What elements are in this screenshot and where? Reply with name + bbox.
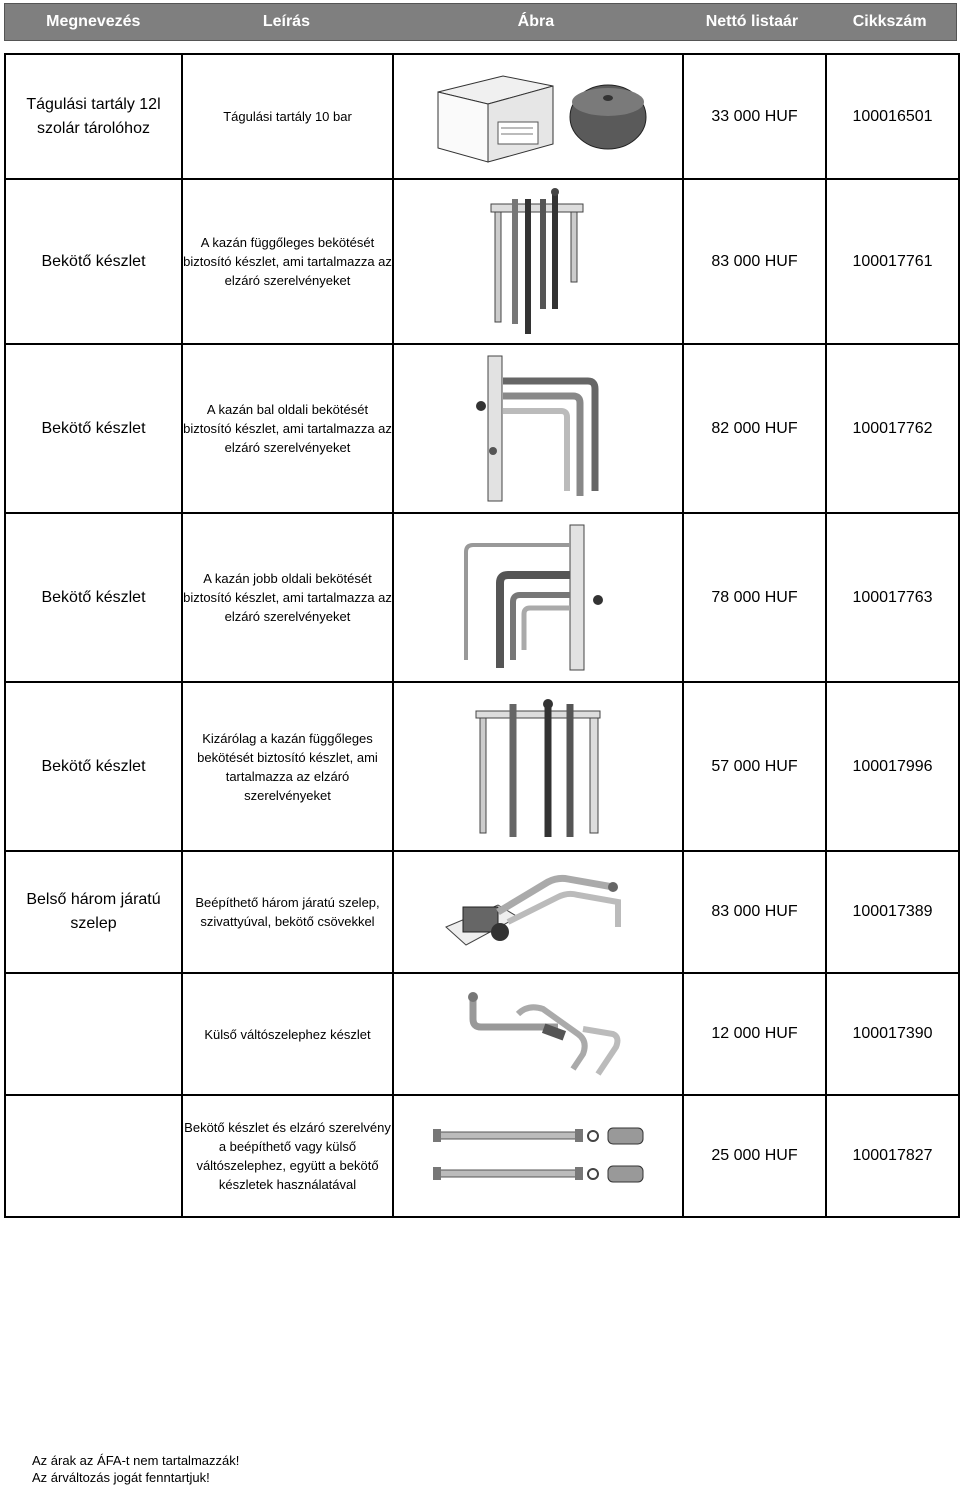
header-description: Leírás bbox=[262, 13, 310, 30]
product-table bbox=[4, 53, 960, 1218]
table-row bbox=[5, 513, 959, 682]
product-code: 100017762 bbox=[826, 344, 959, 513]
product-code: 100017827 bbox=[826, 1095, 959, 1217]
product-image bbox=[393, 1095, 683, 1217]
product-description: Külső váltószelephez készlet bbox=[182, 973, 393, 1095]
product-price: 33 000 HUF bbox=[683, 54, 826, 179]
product-code: 100017389 bbox=[826, 851, 959, 973]
pipes-and-valves-image bbox=[423, 1116, 653, 1196]
right-connection-kit-image bbox=[458, 520, 618, 675]
product-price: 82 000 HUF bbox=[683, 344, 826, 513]
table-row bbox=[5, 179, 959, 344]
product-description: Bekötő készlet és elzáró szerelvény a beépíthető vagy külső váltószelephez, együtt a bekötő készletek használatával bbox=[182, 1095, 393, 1217]
left-connection-kit-image bbox=[463, 351, 613, 506]
product-image bbox=[393, 851, 683, 973]
product-price: 12 000 HUF bbox=[683, 973, 826, 1095]
product-name: Bekötő készlet bbox=[5, 179, 182, 344]
product-code: 100017763 bbox=[826, 513, 959, 682]
footer-notes bbox=[32, 1452, 239, 1486]
product-description: A kazán bal oldali bekötését biztosító készlet, ami tartalmazza az elzáró szerelvényeket bbox=[182, 344, 393, 513]
expansion-tank-image bbox=[423, 62, 653, 172]
table-row bbox=[5, 344, 959, 513]
table-row bbox=[5, 851, 959, 973]
product-image bbox=[393, 344, 683, 513]
product-code: 100017390 bbox=[826, 973, 959, 1095]
product-name: Bekötő készlet bbox=[5, 513, 182, 682]
table-header bbox=[4, 3, 957, 41]
table-row bbox=[5, 973, 959, 1095]
product-price: 83 000 HUF bbox=[683, 851, 826, 973]
product-price: 25 000 HUF bbox=[683, 1095, 826, 1217]
product-description: A kazán jobb oldali bekötését biztosító készlet, ami tartalmazza az elzáró szerelvényeket bbox=[182, 513, 393, 682]
header-price: Nettó listaár bbox=[705, 13, 799, 30]
footer-price-change-note: Az árváltozás jogát fenntartjuk! bbox=[32, 1470, 210, 1485]
vertical-connection-kit-image bbox=[483, 184, 593, 339]
header-image: Ábra bbox=[517, 13, 555, 30]
product-image bbox=[393, 179, 683, 344]
product-name: Bekötő készlet bbox=[5, 682, 182, 851]
product-image bbox=[393, 54, 683, 179]
product-description: Kizárólag a kazán függőleges bekötését biztosító készlet, ami tartalmazza az elzáró szerelvényeket bbox=[182, 682, 393, 851]
product-description: A kazán függőleges bekötését biztosító készlet, ami tartalmazza az elzáró szerelvényeket bbox=[182, 179, 393, 344]
table-row bbox=[5, 54, 959, 179]
product-price: 78 000 HUF bbox=[683, 513, 826, 682]
table-row bbox=[5, 1095, 959, 1217]
product-name: Belső három járatú szelep bbox=[5, 851, 182, 973]
product-image bbox=[393, 682, 683, 851]
header-name: Megnevezés bbox=[46, 13, 141, 30]
product-name bbox=[5, 1095, 182, 1217]
three-way-valve-image bbox=[438, 857, 638, 967]
product-description: Beépíthető három járatú szelep, szivattyúval, bekötő csövekkel bbox=[182, 851, 393, 973]
external-valve-kit-image bbox=[448, 979, 628, 1089]
product-name bbox=[5, 973, 182, 1095]
header-code: Cikkszám bbox=[852, 13, 927, 30]
product-image bbox=[393, 973, 683, 1095]
product-code: 100017761 bbox=[826, 179, 959, 344]
product-code: 100017996 bbox=[826, 682, 959, 851]
product-price: 57 000 HUF bbox=[683, 682, 826, 851]
product-price: 83 000 HUF bbox=[683, 179, 826, 344]
product-image bbox=[393, 513, 683, 682]
product-name: Tágulási tartály 12l szolár tárolóhoz bbox=[5, 54, 182, 179]
product-code: 100016501 bbox=[826, 54, 959, 179]
product-description: Tágulási tartály 10 bar bbox=[182, 54, 393, 179]
table-row bbox=[5, 682, 959, 851]
product-name: Bekötő készlet bbox=[5, 344, 182, 513]
footer-vat-note: Az árak az ÁFA-t nem tartalmazzák! bbox=[32, 1453, 240, 1468]
vertical-only-kit-image bbox=[468, 689, 608, 844]
